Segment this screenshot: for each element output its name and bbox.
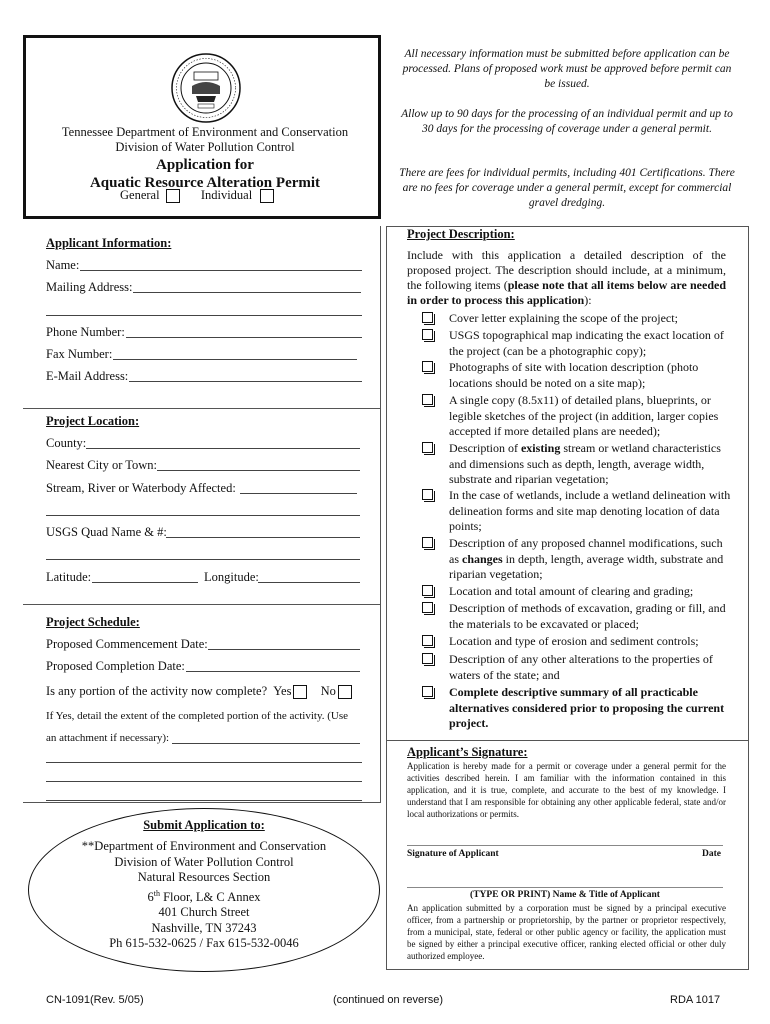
- checklist-item-cover-letter[interactable]: Cover letter explaining the scope of the project;: [404, 311, 734, 327]
- activity-complete-question: Is any portion of the activity now complete?: [46, 684, 268, 698]
- checklist-item-other-alterations[interactable]: Description of any other alterations to the properties of waters of the state; and: [404, 652, 734, 683]
- usgs-quad-field-2[interactable]: [46, 559, 360, 560]
- form-title-line1: Application for: [156, 157, 254, 173]
- individual-checkbox[interactable]: [260, 189, 274, 203]
- checkbox-icon[interactable]: [422, 329, 433, 340]
- division-name: Division of Water Pollution Control: [115, 140, 295, 154]
- if-yes-attachment-label: an attachment if necessary):: [46, 732, 170, 744]
- submit-street: 401 Church Street: [158, 905, 250, 920]
- waterbody-label: Stream, River or Waterbody Affected:: [46, 481, 236, 495]
- checkbox-icon[interactable]: [422, 394, 433, 405]
- usgs-quad-field[interactable]: [166, 537, 360, 538]
- checklist-item-clearing-grading[interactable]: Location and total amount of clearing and grading;: [404, 584, 734, 600]
- name-field[interactable]: [80, 270, 362, 271]
- signature-title: Applicant’s Signature:: [407, 745, 528, 759]
- submit-phone-fax: Ph 615-532-0625 / Fax 615-532-0046: [109, 936, 299, 951]
- processing-time-note: Allow up to 90 days for the processing of an individual permit and up to 30 days for the processing of coverage under a general permit.: [401, 108, 733, 135]
- checklist-item-existing-stream[interactable]: Description of existing stream or wetland characteristics and dimensions such as depth, length, average width, substrate and riparian vegetation;: [404, 441, 734, 488]
- submit-address: [28, 839, 380, 952]
- department-name: Tennessee Department of Environment and Conservation: [61, 125, 349, 139]
- longitude-field[interactable]: [258, 582, 360, 583]
- nearest-city-field[interactable]: [157, 470, 360, 471]
- no-label: No: [320, 684, 336, 698]
- checkbox-icon[interactable]: [422, 361, 433, 372]
- project-schedule-title: Project Schedule:: [46, 615, 140, 629]
- tennessee-seal-icon: [170, 52, 242, 124]
- county-label: County:: [46, 436, 87, 450]
- corporation-signature-note: An application submitted by a corporation must be signed by a principal executive officer, from a partnership or proprietorship, by the partner or proprietor respectively, from a municipal, state, federal or other public agency or facility, the application must be signed by either a principal executive officer, ranking elected official or other duly authorized employee.: [407, 903, 726, 961]
- continued-on-reverse: (continued on reverse): [333, 994, 444, 1006]
- checklist-item-channel-modifications[interactable]: Description of any proposed channel modifications, such as changes in depth, length, average width, substrate and riparian vegetation;: [404, 536, 734, 583]
- checkbox-icon[interactable]: [422, 585, 433, 596]
- waterbody-field-2[interactable]: [46, 515, 360, 516]
- checklist-item-plans[interactable]: A single copy (8.5x11) of detailed plans, blueprints, or legible sketches of the project (in addition, larger copies accepted if more detailed plans are needed);: [404, 393, 734, 440]
- longitude-label: Longitude:: [204, 570, 259, 584]
- checkbox-icon[interactable]: [422, 442, 433, 453]
- checkbox-icon[interactable]: [422, 537, 433, 548]
- completion-date-field[interactable]: [186, 671, 360, 672]
- submit-division: Division of Water Pollution Control: [114, 854, 294, 869]
- submit-dept: **Department of Environment and Conservation: [81, 839, 327, 853]
- checklist-item-wetlands[interactable]: In the case of wetlands, include a wetland delineation with delineation forms and site map denoting location of data points;: [404, 488, 734, 535]
- fees-note: There are fees for individual permits, including 401 Certifications. There are no fees for coverage under a general permit, except for commercial gravel dredging.: [399, 167, 735, 209]
- mailing-address-field[interactable]: [133, 292, 361, 293]
- submit-section: Natural Resources Section: [137, 870, 271, 884]
- fax-label: Fax Number:: [46, 347, 113, 361]
- completion-date-label: Proposed Completion Date:: [46, 659, 185, 673]
- checkbox-icon[interactable]: [422, 653, 433, 664]
- commencement-date-label: Proposed Commencement Date:: [46, 637, 208, 651]
- project-description-title: Project Description:: [407, 227, 515, 241]
- checkbox-icon[interactable]: [422, 686, 433, 697]
- signature-field[interactable]: [407, 845, 723, 846]
- checklist-item-photographs[interactable]: Photographs of site with location description (photo locations should be noted on a site map);: [404, 360, 734, 391]
- mailing-address-field-2[interactable]: [46, 315, 362, 316]
- name-title-field[interactable]: [407, 887, 723, 888]
- checkbox-icon[interactable]: [422, 489, 433, 500]
- mailing-address-label: Mailing Address:: [46, 280, 133, 294]
- name-label: Name:: [46, 258, 80, 272]
- completed-portion-field-4[interactable]: [46, 800, 362, 801]
- latitude-label: Latitude:: [46, 570, 92, 584]
- submit-floor: 6th Floor, L& C Annex: [147, 888, 261, 904]
- nearest-city-label: Nearest City or Town:: [46, 458, 158, 472]
- submit-title: Submit Application to:: [143, 818, 265, 832]
- checklist-item-erosion-controls[interactable]: Location and type of erosion and sediment controls;: [404, 634, 734, 650]
- completed-portion-field-2[interactable]: [46, 762, 362, 763]
- checkbox-icon[interactable]: [422, 312, 433, 323]
- name-title-label: (TYPE OR PRINT) Name & Title of Applicant: [470, 890, 660, 900]
- completed-portion-field[interactable]: [172, 743, 360, 744]
- county-field[interactable]: [86, 448, 360, 449]
- phone-label: Phone Number:: [46, 325, 125, 339]
- waterbody-field[interactable]: [240, 493, 357, 494]
- signature-label: Signature of Applicant: [407, 849, 499, 859]
- rda-number: RDA 1017: [670, 994, 721, 1006]
- general-checkbox[interactable]: [166, 189, 180, 203]
- if-yes-instruction: If Yes, detail the extent of the completed portion of the activity. (Use: [46, 710, 349, 722]
- project-location-title: Project Location:: [46, 414, 140, 428]
- checklist-item-alternatives-summary[interactable]: Complete descriptive summary of all practicable alternatives considered prior to proposing the current project.: [404, 685, 734, 732]
- individual-label: Individual: [200, 188, 253, 202]
- general-label: General: [120, 188, 160, 202]
- commencement-date-field[interactable]: [208, 649, 360, 650]
- project-description-intro: Include with this application a detailed description of the proposed project. The description should include, at a minimum, the following items (please note that all items below are needed in order to process this application):: [407, 248, 726, 307]
- yes-label: Yes: [273, 684, 292, 698]
- submit-city: Nashville, TN 37243: [151, 920, 257, 935]
- project-schedule-section: [23, 605, 381, 803]
- form-number: CN-1091(Rev. 5/05): [46, 994, 144, 1006]
- date-label: Date: [702, 849, 721, 859]
- usgs-quad-label: USGS Quad Name & #:: [46, 525, 167, 539]
- checkbox-icon[interactable]: [422, 635, 433, 646]
- completed-portion-field-3[interactable]: [46, 781, 362, 782]
- fax-field[interactable]: [113, 359, 357, 360]
- email-label: E-Mail Address:: [46, 369, 129, 383]
- applicant-info-title: Applicant Information:: [46, 236, 172, 250]
- form-title-line2: Aquatic Resource Alteration Permit: [89, 175, 321, 191]
- yes-checkbox[interactable]: [293, 685, 307, 699]
- no-checkbox[interactable]: [338, 685, 352, 699]
- checkbox-icon[interactable]: [422, 602, 433, 613]
- checklist-item-usgs-map[interactable]: USGS topographical map indicating the exact location of the project (can be a photographic copy);: [404, 328, 734, 359]
- email-field[interactable]: [129, 381, 362, 382]
- latitude-field[interactable]: [92, 582, 198, 583]
- checklist-item-excavation[interactable]: Description of methods of excavation, grading or fill, and the materials to be excavated or placed;: [404, 601, 734, 632]
- signature-divider: [386, 740, 749, 741]
- phone-field[interactable]: [126, 337, 362, 338]
- signature-statement: Application is hereby made for a permit or coverage under a general permit for the activities described herein. I am familiar with the information contained in this application, and it is true, complete, and accurate to the best of my knowledge. I understand that I am responsible for obtaining any other applicable federal, state and/or local authorizations or permits.: [407, 761, 726, 819]
- processing-note: All necessary information must be submitted before application can be processed. Plans of proposed work must be approved before permit can be issued.: [402, 48, 732, 90]
